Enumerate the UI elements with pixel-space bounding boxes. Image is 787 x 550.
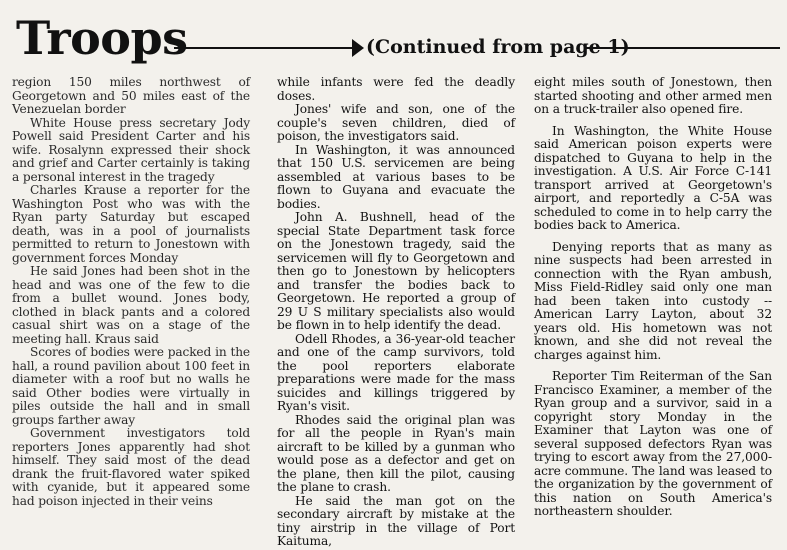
paragraph: Odell Rhodes, a 36-year-old teacher and one of the camp survivors, told the pool reporters elaborate preparations were made for the mass suicides and killings triggered by Ryan's visit. bbox=[277, 331, 515, 413]
paragraph: Rhodes said the original plan was for all the people in Ryan's main aircraft to be killed by a gunman who would pose as a defector and get on the plane, then kill the pilot, causing the plane to crash. bbox=[277, 412, 515, 494]
paragraph: John A. Bushnell, head of the special State Department task force on the Jonestown tragedy, said the servicemen will fly to Georgetown and then go to Jonestown by helicopters and transfer the bodies back to Georgetown. He reported a group of 29 U S military specialists also would be flown in to help identify the dead. bbox=[277, 210, 515, 332]
paragraph: In Washington, the White House said American poison experts were dispatched to Guyana to help in the investigation. A U.S. Air Force C-141 transport arrived at Georgetown's airport, and reportedly a C-5A was scheduled to come in to help carry the bodies back to America. bbox=[534, 123, 772, 232]
paragraph: He said the man got on the secondary aircraft by mistake at the tiny airstrip in the village of Port Kaituma, bbox=[277, 493, 515, 548]
paragraph: Scores of bodies were packed in the hall, a round pavilion about 100 feet in diameter with a roof but no walls he said Other bodies were virtually in piles outside the hall and in small groups farther away bbox=[12, 345, 250, 427]
paragraph: while infants were fed the deadly doses. bbox=[277, 75, 515, 103]
headline: Troops bbox=[16, 11, 188, 65]
paragraph: Denying reports that as many as nine suspects had been arrested in connection with the Ryan ambush, Miss Field-Ridley said only one man had been taken into custody -- American Larry Layton, about 32 years old. His hometown was not known, and she did not reveal the charges against him. bbox=[534, 239, 772, 362]
paragraph: In Washington, it was announced that 150 U.S. servicemen are being assembled at various bases to be flown to Guyana and evacuate the bodies. bbox=[277, 142, 515, 211]
arrow-right-icon bbox=[352, 39, 364, 57]
paragraph: Jones' wife and son, one of the couple's seven children, died of poison, the investigators said. bbox=[277, 102, 515, 143]
paragraph: He said Jones had been shot in the head and was one of the few to die from a bullet wound. Jones body, clothed in black pants and a colored casual shirt was on a stage of the meeting hall. Kraus said bbox=[12, 264, 250, 346]
paragraph: Reporter Tim Reiterman of the San Francisco Examiner, a member of the Ryan group and a survivor, said in a copyright story Monday in the Examiner that Layton was one of several supposed defectors Ryan was trying to escort away from the 27,000-acre commune. The land was leased to the organization by the government of this nation on South America's northeastern shoulder. bbox=[534, 369, 772, 518]
paragraph: Government investigators told reporters Jones apparently had shot himself. They said most of the dead drank the fruit-flavored water spiked with cyanide, but it appeared some had poison injected in their veins bbox=[12, 426, 250, 508]
jump-rule-right bbox=[584, 47, 780, 49]
article-column-2 bbox=[277, 76, 515, 549]
paragraph: region 150 miles northwest of Georgetown and 50 miles east of the Venezuelan border bbox=[12, 75, 250, 116]
article-column-1 bbox=[12, 76, 250, 508]
paragraph: eight miles south of Jonestown, then started shooting and other armed men on a truck-trailer also opened fire. bbox=[534, 75, 772, 116]
continuation-note: (Continued from page 1) bbox=[366, 36, 630, 58]
article-header bbox=[6, 6, 781, 74]
paragraph: Charles Krause a reporter for the Washington Post who was with the Ryan party Saturday but escaped death, was in a pool of journalists permitted to return to Jonestown with government forces Monday bbox=[12, 183, 250, 265]
jump-rule-left bbox=[174, 47, 358, 49]
paragraph: White House press secretary Jody Powell said President Carter and his wife. Rosalynn expressed their shock and grief and Carter certainly is taking a personal interest in the tragedy bbox=[12, 115, 250, 184]
article-column-3 bbox=[534, 76, 772, 519]
